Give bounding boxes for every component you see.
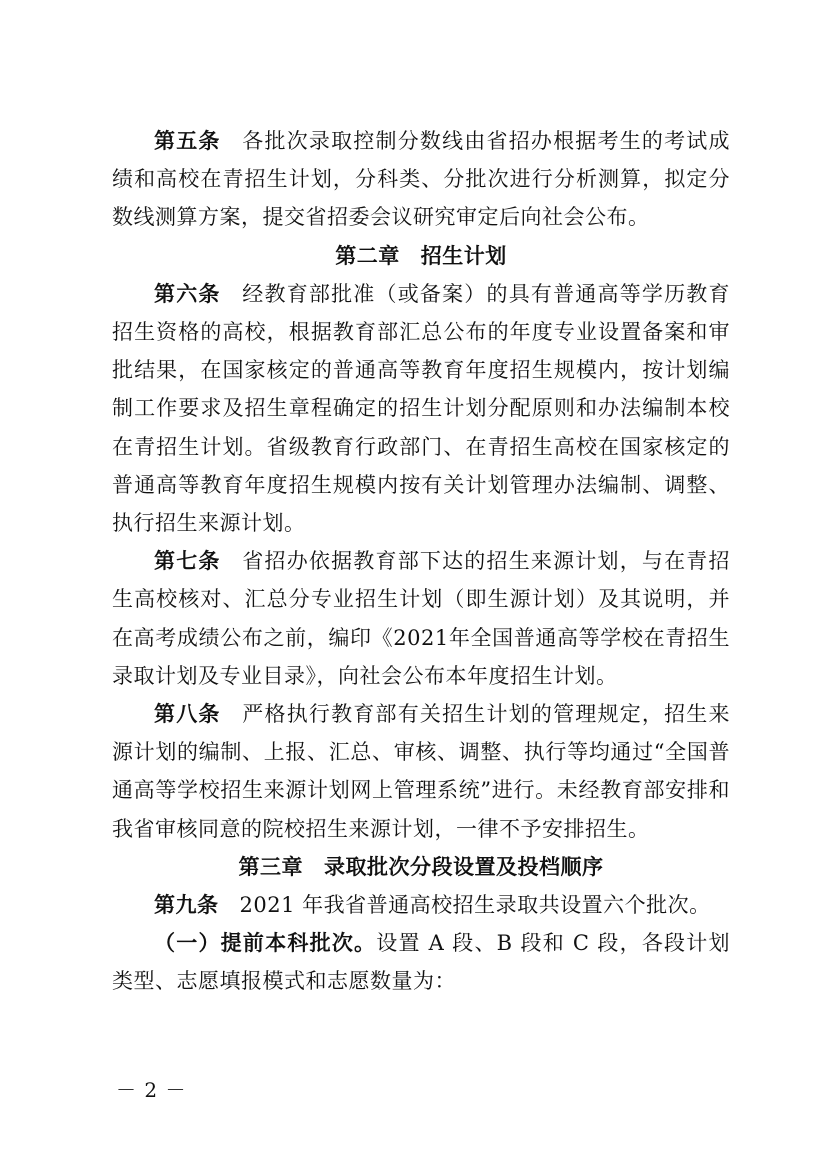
article-9 (112, 886, 730, 924)
page-number: － 2 － (116, 1078, 187, 1102)
article-text: 经教育部批准（或备案）的具有普通高等学历教育招生资格的高校，根据教育部汇总公布的年度专业设置备案和审批结果，在国家核定的普通高等教育年度招生规模内，按计划编制工作要求及招生章程确定的招生计划分配原则和办法编制本校在青招生计划。省级教育行政部门、在青招生高校在国家核定的普通高等教育年度招生规模内按有关计划管理办法编制、调整、执行招生来源计划。 (112, 281, 731, 536)
article-5 (112, 122, 730, 237)
article-label: 第八条 (154, 702, 221, 727)
item-1 (112, 924, 730, 1000)
item-text: 设置 A 段、B 段和 C 段，各段计划类型、志愿填报模式和志愿数量为： (112, 931, 731, 994)
article-text: 2021 年我省普通高校招生录取共设置六个批次。 (239, 893, 711, 918)
chapter-heading (112, 848, 730, 886)
article-label: 第九条 (154, 893, 219, 918)
chapter-number: 第三章 (238, 854, 303, 879)
article-label: 第七条 (154, 549, 221, 574)
article-7 (112, 542, 730, 695)
article-label: 第五条 (154, 129, 221, 153)
document-body (112, 122, 730, 1001)
chapter-heading (112, 237, 730, 275)
article-text: 各批次录取控制分数线由省招办根据考生的考试成绩和高校在青招生计划，分科类、分批次进行分析测算，拟定分数线测算方案，提交省招委会议研究审定后向社会公布。 (112, 129, 731, 230)
article-text: 省招办依据教育部下达的招生来源计划，与在青招生高校核对、汇总分专业招生计划（即生源计划）及其说明，并在高考成绩公布之前，编印《2021年全国普通高等学校在青招生录取计划及专业目录》，向社会公布本年度招生计划。 (112, 549, 731, 688)
article-text: 严格执行教育部有关招生计划的管理规定，招生来源计划的编制、上报、汇总、审核、调整、执行等均通过“全国普通高等学校招生来源计划网上管理系统”进行。未经教育部安排和我省审核同意的院校招生来源计划，一律不予安排招生。 (112, 702, 731, 841)
article-label: 第六条 (154, 281, 221, 306)
chapter-title: 招生计划 (420, 243, 507, 268)
item-label: （一）提前本科批次。 (154, 931, 377, 956)
chapter-title: 录取批次分段设置及投档顺序 (324, 854, 604, 879)
article-8 (112, 695, 730, 848)
article-6 (112, 275, 730, 542)
chapter-number: 第二章 (335, 243, 400, 268)
